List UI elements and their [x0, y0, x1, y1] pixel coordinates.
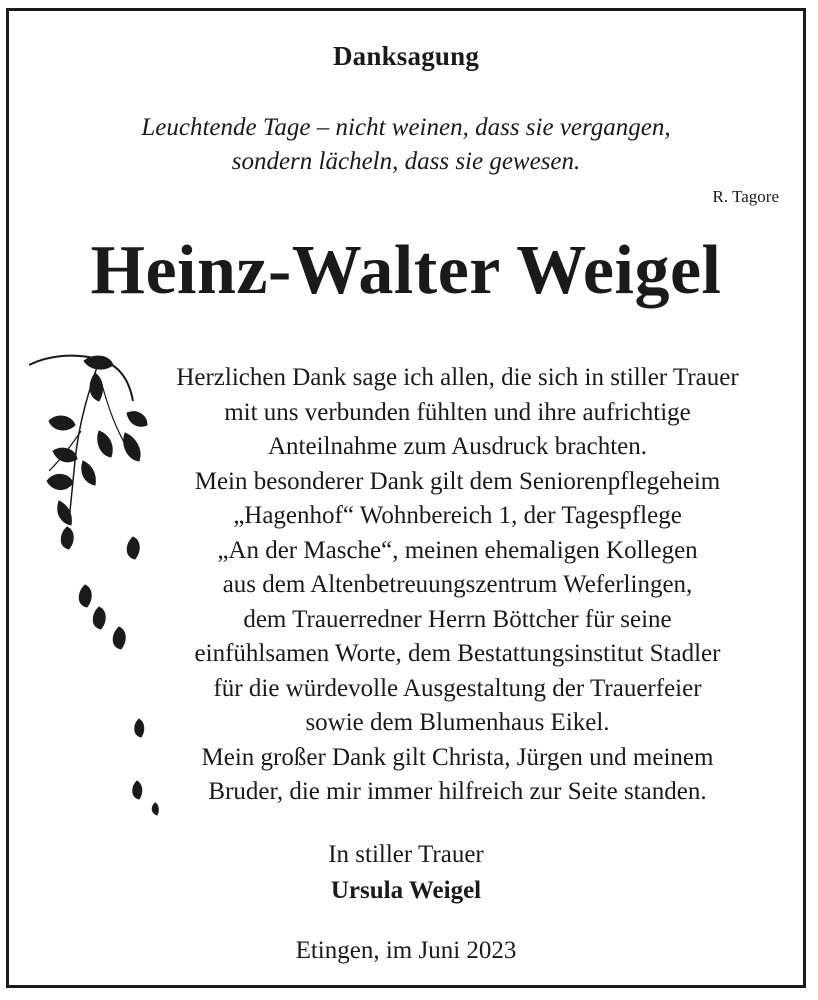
message-line: Mein großer Dank gilt Christa, Jürgen und meinem — [201, 743, 714, 771]
message-line: aus dem Altenbetreuungszentrum Weferlingen, — [222, 571, 693, 598]
message-line: „An der Masche“, meinen ehemaligen Kollegen — [217, 536, 698, 564]
page-title: Danksagung — [332, 41, 480, 71]
closing — [9, 837, 803, 909]
message-line: „Hagenhof“ Wohnbereich 1, der Tagespflege — [233, 502, 682, 529]
message-line: mit uns verbunden fühlten und ihre aufrichtige — [224, 398, 691, 426]
message-line: Mein besonderer Dank gilt dem Seniorenpflegeheim — [194, 467, 721, 495]
place-date: Etingen, im Juni 2023 — [295, 937, 517, 964]
closing-phrase: In stiller Trauer — [328, 841, 484, 868]
message-line: sowie dem Blumenhaus Eikel. — [305, 709, 610, 736]
quote — [9, 111, 803, 179]
deceased-name: Heinz-Walter Weigel — [90, 232, 722, 309]
thank-you-message — [134, 361, 781, 810]
quote-line: Leuchtende Tage – nicht weinen, dass sie vergangen, — [141, 114, 671, 141]
message-line: Anteilnahme zum Ausdruck brachten. — [267, 433, 648, 460]
message-line: Bruder, die mir immer hilfreich zur Seite standen. — [208, 778, 707, 805]
message-line: dem Trauerredner Herrn Böttcher für seine — [243, 605, 672, 633]
quote-line: sondern lächeln, dass sie gewesen. — [231, 148, 581, 175]
message-line: Herzlichen Dank sage ich allen, die sich in stiller Trauer — [176, 364, 739, 391]
message-line: einfühlsamen Worte, dem Bestattungsinstitut Stadler — [194, 640, 721, 667]
signer-name: Ursula Weigel — [330, 877, 482, 904]
obituary-card — [6, 8, 806, 988]
message-line: für die würdevolle Ausgestaltung der Trauerfeier — [213, 674, 702, 702]
quote-author: R. Tagore — [712, 187, 779, 206]
